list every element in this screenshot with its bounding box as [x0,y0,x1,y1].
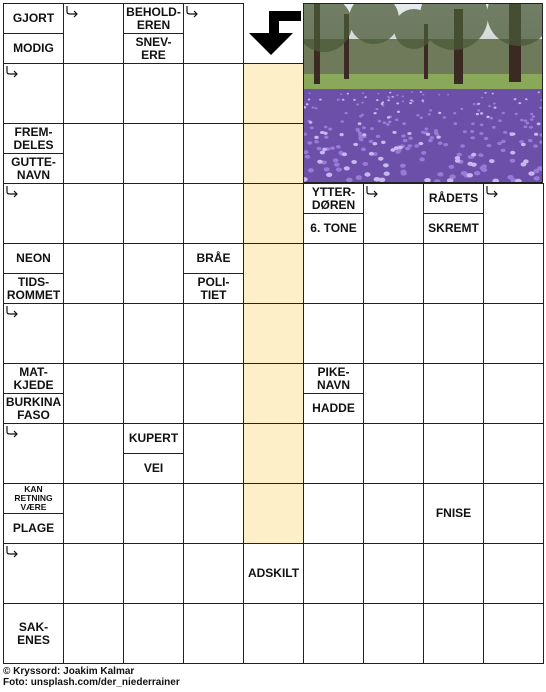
answer-cell[interactable] [303,543,364,604]
answer-cell[interactable] [423,243,484,304]
clue-beholderen: BEHOLD- EREN [123,3,184,34]
clue-vei: VEI [123,453,184,484]
answer-cell[interactable] [483,483,544,544]
clue-pikenavn: PIKE- NAVN [303,363,364,394]
answer-cell[interactable] [183,423,244,484]
clue-fnise: FNISE [423,483,484,544]
answer-cell[interactable] [123,123,184,184]
solution-cell[interactable] [243,363,304,424]
answer-cell[interactable] [303,303,364,364]
answer-cell[interactable] [123,243,184,304]
answer-cell[interactable] [363,603,424,664]
clue-politiet: POLI- TIET [183,273,244,304]
answer-cell[interactable] [63,543,124,604]
answer-cell[interactable] [123,483,184,544]
answer-cell[interactable] [483,363,544,424]
solution-cell[interactable] [243,303,304,364]
answer-cell[interactable] [63,603,124,664]
clue-6tone: 6. TONE [303,213,364,244]
answer-cell[interactable] [63,243,124,304]
clue-burkinafaso: BURKINA FASO [3,393,64,424]
answer-cell[interactable] [363,483,424,544]
author-credit: © Kryssord: Joakim Kalmar [3,666,135,677]
clue-snevere: SNEV- ERE [123,33,184,64]
answer-cell[interactable] [423,303,484,364]
answer-cell[interactable] [363,243,424,304]
answer-cell[interactable] [123,363,184,424]
answer-cell[interactable] [63,63,124,124]
answer-cell[interactable] [183,183,244,244]
arrow-right-down-icon [5,65,19,79]
answer-cell[interactable] [483,543,544,604]
clue-matkjede: MAT- KJEDE [3,363,64,394]
answer-cell[interactable] [123,543,184,604]
arrow-right-down-icon [5,545,19,559]
answer-cell[interactable] [483,243,544,304]
answer-cell[interactable] [183,63,244,124]
answer-cell[interactable] [363,423,424,484]
answer-cell[interactable] [63,363,124,424]
answer-cell[interactable] [123,183,184,244]
clue-guttenavn: GUTTE- NAVN [3,153,64,184]
clue-tidsrommet: TIDS- ROMMET [3,273,64,304]
photo-image [304,4,543,183]
answer-cell[interactable] [183,303,244,364]
answer-cell[interactable] [63,123,124,184]
photo-credit: Foto: unsplash.com/der_niederrainer [3,677,180,688]
answer-cell[interactable] [303,483,364,544]
solution-cell[interactable] [243,123,304,184]
answer-cell[interactable] [303,243,364,304]
answer-cell[interactable] [423,603,484,664]
answer-cell[interactable] [363,303,424,364]
answer-cell[interactable] [63,483,124,544]
answer-cell[interactable] [63,303,124,364]
answer-cell[interactable] [63,423,124,484]
answer-cell[interactable] [183,363,244,424]
solution-cell[interactable] [243,423,304,484]
clue-adskilt: ADSKILT [243,543,304,604]
answer-cell[interactable] [483,303,544,364]
clue-sakenes: SAK- ENES [3,603,64,664]
credits [3,666,180,688]
answer-cell[interactable] [363,543,424,604]
answer-cell[interactable] [303,603,364,664]
solution-direction-arrow-icon [243,3,303,63]
solution-cell[interactable] [243,243,304,304]
clue-brae: BRÅE [183,243,244,274]
arrow-down-right-icon [65,5,79,19]
arrow-right-down-icon [5,425,19,439]
answer-cell[interactable] [243,603,304,664]
arrow-down-right-icon [365,185,379,199]
answer-cell[interactable] [183,603,244,664]
clue-ytterdoren: YTTER- DØREN [303,183,364,214]
arrow-down-right-icon [485,185,499,199]
clue-skremt: SKREMT [423,213,484,244]
clue-radets: RÅDETS [423,183,484,214]
clue-hadde: HADDE [303,393,364,424]
answer-cell[interactable] [123,63,184,124]
answer-cell[interactable] [183,123,244,184]
answer-cell[interactable] [423,543,484,604]
clue-gjort: GJORT [3,3,64,34]
answer-cell[interactable] [423,423,484,484]
arrow-right-down-icon [5,185,19,199]
answer-cell[interactable] [483,423,544,484]
clue-plage: PLAGE [3,513,64,544]
answer-cell[interactable] [123,303,184,364]
crocus-park-photo [303,3,543,183]
answer-cell[interactable] [483,603,544,664]
clue-neon: NEON [3,243,64,274]
answer-cell[interactable] [363,363,424,424]
solution-cell[interactable] [243,183,304,244]
clue-fremdeles: FREM- DELES [3,123,64,154]
solution-cell[interactable] [243,63,304,124]
answer-cell[interactable] [183,483,244,544]
answer-cell[interactable] [423,363,484,424]
solution-cell[interactable] [243,483,304,544]
arrow-down-right-icon [185,5,199,19]
arrow-right-down-icon [5,305,19,319]
answer-cell[interactable] [183,543,244,604]
answer-cell[interactable] [303,423,364,484]
answer-cell[interactable] [63,183,124,244]
clue-modig: MODIG [3,33,64,64]
answer-cell[interactable] [123,603,184,664]
clue-kupert: KUPERT [123,423,184,454]
clue-kanretning: KAN RETNING VÆRE [3,483,64,514]
